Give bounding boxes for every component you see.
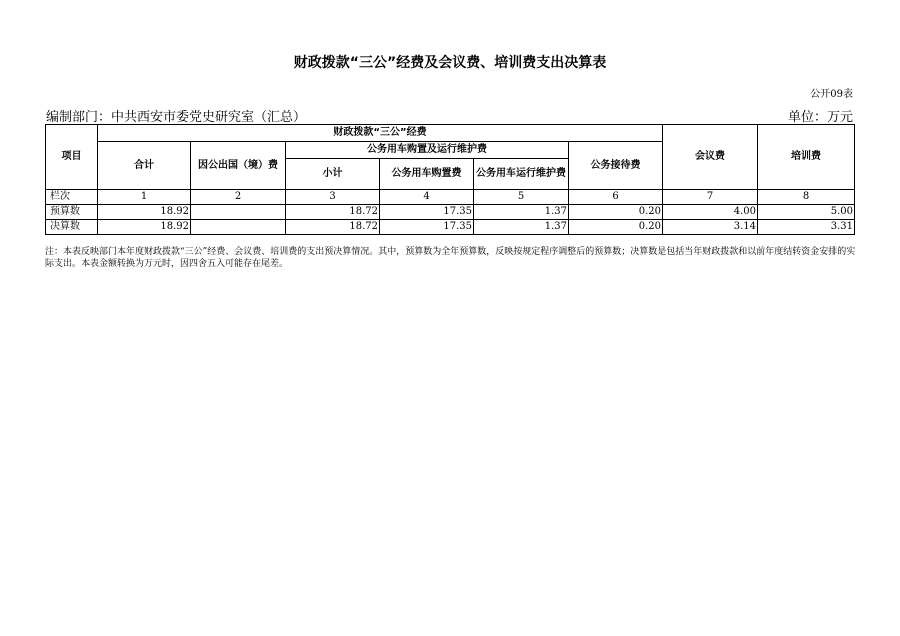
compiling-department: 编制部门：中共西安市委党史研究室（汇总） [46,110,307,125]
header-reception: 公务接待费 [569,142,663,190]
cell-meeting: 7 [663,190,758,205]
cell-training: 3.31 [758,220,855,235]
cell-reception: 0.20 [569,205,663,220]
cell-training: 5.00 [758,205,855,220]
header-running: 公务用车运行维护费 [474,159,569,190]
header-purchase: 公务用车购置费 [380,159,474,190]
cell-abroad: 2 [191,190,286,205]
expenditure-table [45,124,855,235]
cell-meeting: 3.14 [663,220,758,235]
page-title: 财政拨款“三公”经费及会议费、培训费支出决算表 [293,55,607,71]
unit-label: 单位：万元 [787,110,853,125]
header-item: 项目 [46,125,98,190]
row-label: 决算数 [46,220,98,235]
header-abroad: 因公出国（境）费 [191,142,286,190]
row-label: 栏次 [46,190,98,205]
cell-purchase: 17.35 [380,220,474,235]
cell-abroad [191,205,286,220]
cell-running: 1.37 [474,220,569,235]
cell-subtotal: 18.72 [286,220,380,235]
cell-reception: 6 [569,190,663,205]
header-meeting: 会议费 [663,125,758,190]
header-training: 培训费 [758,125,855,190]
cell-meeting: 4.00 [663,205,758,220]
cell-abroad [191,220,286,235]
cell-total: 18.92 [98,220,191,235]
cell-running: 1.37 [474,205,569,220]
table-row-actual [46,220,855,235]
cell-subtotal: 3 [286,190,380,205]
cell-purchase: 17.35 [380,205,474,220]
table-row-budget [46,205,855,220]
cell-reception: 0.20 [569,220,663,235]
cell-total: 1 [98,190,191,205]
form-number: 公开09表 [810,89,853,100]
cell-training: 8 [758,190,855,205]
header-sangong: 财政拨款“三公”经费 [98,125,663,142]
header-subtotal: 小计 [286,159,380,190]
header-total: 合计 [98,142,191,190]
cell-running: 5 [474,190,569,205]
table-row-column-index [46,190,855,205]
header-vehicle: 公务用车购置及运行维护费 [286,142,569,159]
row-label: 预算数 [46,205,98,220]
cell-subtotal: 18.72 [286,205,380,220]
cell-purchase: 4 [380,190,474,205]
table-note: 注：本表反映部门本年度财政拨款“三公”经费、会议费、培训费的支出预决算情况。其中，预算数为全年预算数，反映按规定程序调整后的预算数；决算数是包括当年财政拨款和以前年度结转资金安排的实际支出。本表金额转换为万元时，因四舍五入可能存在尾差。 [45,247,856,269]
cell-total: 18.92 [98,205,191,220]
